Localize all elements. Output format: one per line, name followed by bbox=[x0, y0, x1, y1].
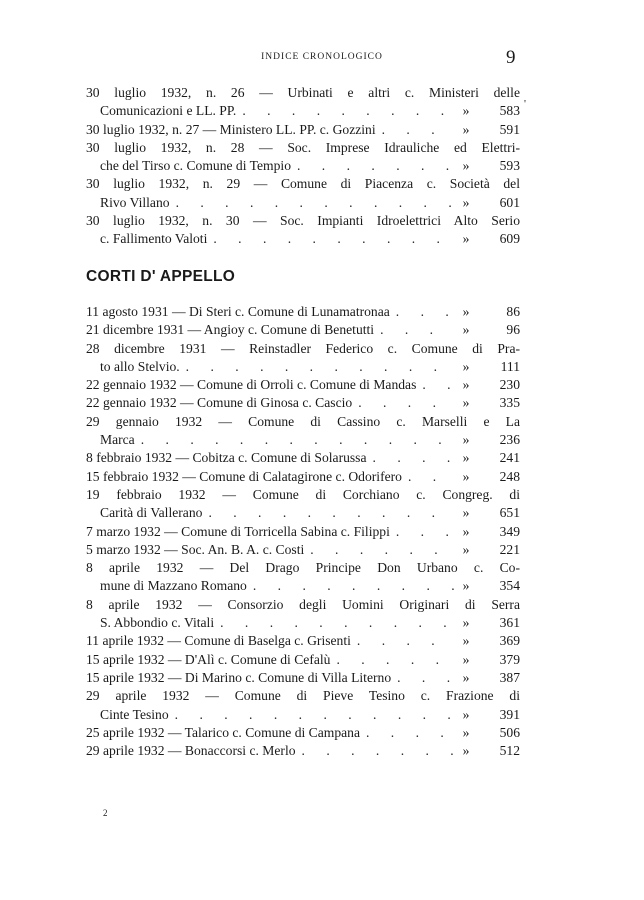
entry-text: 11 aprile 1932 — Comune di Baselga c. Grisenti bbox=[86, 633, 351, 649]
index-entry bbox=[86, 303, 520, 321]
page-reference: 369 bbox=[499, 633, 520, 649]
entry-text: Cinte Tesino bbox=[100, 706, 169, 722]
dot-leader bbox=[351, 632, 454, 650]
entry-leader-row bbox=[86, 742, 520, 760]
entry-text: S. Abbondio c. Vitali bbox=[100, 615, 215, 631]
dot-leader bbox=[169, 706, 454, 724]
guillemet-mark: » bbox=[462, 724, 470, 740]
entry-line bbox=[86, 523, 520, 541]
index-entry bbox=[86, 84, 520, 121]
index-entry bbox=[86, 651, 520, 669]
entry-line bbox=[86, 577, 520, 595]
entry-leader-row bbox=[100, 102, 520, 120]
entry-line bbox=[86, 175, 520, 193]
entry-text: Comunicazioni e LL. PP. bbox=[100, 103, 237, 119]
index-section-luglio bbox=[86, 84, 520, 249]
dot-leader bbox=[291, 157, 454, 175]
entry-leader-row bbox=[86, 321, 520, 339]
dot-leader bbox=[391, 669, 454, 687]
entry-line bbox=[86, 340, 520, 358]
entry-text: 30 luglio 1932, n. 30 — Soc. Impianti Idroelettrici Alto Serio bbox=[86, 213, 520, 229]
entry-text: 30 luglio 1932, n. 26 — Urbinati e altri c. Ministeri delle bbox=[86, 85, 520, 100]
dot-leader bbox=[207, 230, 454, 248]
dot-leader bbox=[202, 504, 454, 522]
entry-text: 11 agosto 1931 — Di Steri c. Comune di Lunamatronaa bbox=[86, 304, 390, 319]
entry-leader-row bbox=[100, 157, 520, 175]
entry-line bbox=[86, 376, 520, 394]
page-reference: 601 bbox=[499, 194, 520, 210]
entry-leader-row bbox=[86, 376, 520, 394]
entry-line bbox=[86, 157, 520, 175]
entry-leader-row bbox=[100, 706, 520, 724]
entry-text: 15 aprile 1932 — D'Alì c. Comune di Cefalù bbox=[86, 651, 331, 667]
entry-leader-row bbox=[100, 614, 520, 632]
dot-leader bbox=[180, 358, 454, 376]
entry-line bbox=[86, 468, 520, 486]
dot-leader bbox=[376, 121, 454, 139]
entry-text: 15 aprile 1932 — Di Marino c. Comune di Villa Literno bbox=[86, 669, 392, 685]
index-entry bbox=[86, 340, 520, 377]
entry-leader-row bbox=[100, 230, 520, 248]
guillemet-mark: » bbox=[462, 651, 470, 667]
entry-leader-row bbox=[86, 449, 520, 467]
page-reference: 379 bbox=[499, 651, 520, 667]
page-reference: 349 bbox=[499, 523, 520, 539]
entry-text: 25 aprile 1932 — Talarico c. Comune di Campana bbox=[86, 724, 360, 740]
guillemet-mark: » bbox=[462, 505, 470, 521]
index-entry bbox=[86, 468, 520, 486]
guillemet-mark: » bbox=[462, 432, 470, 448]
entry-leader-row bbox=[100, 577, 520, 595]
index-entry bbox=[86, 376, 520, 394]
index-entry bbox=[86, 523, 520, 541]
entry-text: 29 aprile 1932 — Comune di Pieve Tesino c. Frazione di bbox=[86, 688, 520, 704]
entry-text: 28 dicembre 1931 — Reinstadler Federico c. Comune di Pra- bbox=[86, 340, 520, 356]
page-reference: 354 bbox=[499, 578, 520, 594]
index-entry bbox=[86, 632, 520, 650]
page-number: 9 bbox=[506, 47, 516, 68]
entry-line bbox=[86, 669, 520, 687]
entry-text: 7 marzo 1932 — Comune di Torricella Sabina c. Filippi bbox=[86, 523, 390, 539]
entry-text: 30 luglio 1932, n. 27 — Ministero LL. PP. c. Gozzini bbox=[86, 121, 376, 137]
index-entry bbox=[86, 121, 520, 139]
guillemet-mark: » bbox=[462, 304, 470, 319]
page-reference: 111 bbox=[500, 358, 520, 374]
entry-leader-row bbox=[86, 541, 520, 559]
dot-leader bbox=[170, 194, 454, 212]
dot-leader bbox=[135, 431, 454, 449]
dot-leader bbox=[402, 468, 454, 486]
index-entry bbox=[86, 394, 520, 412]
entry-line bbox=[86, 230, 520, 248]
entry-line bbox=[86, 394, 520, 412]
running-header: INDICE CRONOLOGICO bbox=[261, 52, 383, 62]
guillemet-mark: » bbox=[462, 743, 470, 759]
page-reference: 609 bbox=[499, 231, 520, 247]
section-heading: CORTI D' APPELLO bbox=[86, 268, 236, 285]
entry-line bbox=[86, 212, 520, 230]
entry-text: Marca bbox=[100, 432, 135, 448]
entry-text: 15 febbraio 1932 — Comune di Calatagirone c. Odorifero bbox=[86, 468, 402, 484]
guillemet-mark: » bbox=[462, 669, 470, 685]
index-entry bbox=[86, 413, 520, 450]
entry-text: 5 marzo 1932 — Soc. An. B. A. c. Costi bbox=[86, 541, 305, 557]
page-reference: 651 bbox=[499, 505, 520, 521]
entry-text: 30 luglio 1932, n. 28 — Soc. Imprese Idrauliche ed Elettri- bbox=[86, 139, 520, 155]
entry-line bbox=[86, 321, 520, 339]
entry-leader-row bbox=[100, 431, 520, 449]
dot-leader bbox=[236, 102, 454, 120]
entry-text: Carità di Vallerano bbox=[100, 505, 203, 521]
guillemet-mark: » bbox=[462, 395, 470, 411]
entry-text: 8 febbraio 1932 — Cobitza c. Comune di Solarussa bbox=[86, 450, 367, 466]
entry-line bbox=[86, 742, 520, 760]
index-entry bbox=[86, 541, 520, 559]
page-reference: 591 bbox=[499, 121, 520, 137]
entry-leader-row bbox=[86, 303, 520, 321]
index-entry bbox=[86, 724, 520, 742]
entry-leader-row bbox=[86, 121, 520, 139]
entry-line bbox=[86, 84, 520, 102]
guillemet-mark: » bbox=[462, 578, 470, 594]
page-reference: 583 bbox=[499, 103, 520, 119]
page-reference: 241 bbox=[499, 450, 520, 466]
entry-line bbox=[86, 559, 520, 577]
entry-line bbox=[86, 102, 520, 120]
entry-text: 22 gennaio 1932 — Comune di Ginosa c. Cascio bbox=[86, 395, 353, 411]
entry-line bbox=[86, 449, 520, 467]
page-reference: 391 bbox=[499, 706, 520, 722]
entry-leader-row bbox=[86, 669, 520, 687]
dot-leader bbox=[390, 303, 454, 321]
guillemet-mark: » bbox=[462, 377, 470, 393]
entry-leader-row bbox=[86, 724, 520, 742]
dot-leader bbox=[352, 394, 454, 412]
entry-text: c. Fallimento Valoti bbox=[100, 231, 208, 247]
entry-line bbox=[86, 194, 520, 212]
entry-line bbox=[86, 687, 520, 705]
entry-line bbox=[86, 632, 520, 650]
index-entry bbox=[86, 449, 520, 467]
entry-line bbox=[86, 358, 520, 376]
index-entry bbox=[86, 669, 520, 687]
page-reference: 361 bbox=[499, 615, 520, 631]
entry-line bbox=[86, 596, 520, 614]
guillemet-mark: » bbox=[462, 158, 470, 174]
index-entry bbox=[86, 742, 520, 760]
entry-text: mune di Mazzano Romano bbox=[100, 578, 247, 594]
guillemet-mark: » bbox=[462, 358, 470, 374]
entry-leader-row bbox=[86, 651, 520, 669]
entry-text: 29 aprile 1932 — Bonaccorsi c. Merlo bbox=[86, 743, 296, 759]
guillemet-mark: » bbox=[462, 523, 470, 539]
index-entry bbox=[86, 486, 520, 523]
dot-leader bbox=[330, 651, 454, 669]
guillemet-mark: » bbox=[462, 541, 470, 557]
entry-text: 8 aprile 1932 — Consorzio degli Uomini Originari di Serra bbox=[86, 596, 520, 612]
entry-line bbox=[86, 541, 520, 559]
page-reference: 335 bbox=[499, 395, 520, 411]
page-reference: 387 bbox=[499, 669, 520, 685]
entry-line bbox=[86, 504, 520, 522]
page-reference: 512 bbox=[499, 743, 520, 759]
dot-leader bbox=[416, 376, 454, 394]
entry-leader-row bbox=[100, 358, 520, 376]
page-reference: 593 bbox=[499, 158, 520, 174]
dot-leader bbox=[304, 541, 454, 559]
page-reference: 248 bbox=[499, 468, 520, 484]
dot-leader bbox=[390, 523, 454, 541]
entry-text: Rivo Villano bbox=[100, 194, 170, 210]
guillemet-mark: » bbox=[462, 194, 470, 210]
entry-line bbox=[86, 431, 520, 449]
index-entry bbox=[86, 321, 520, 339]
guillemet-mark: » bbox=[462, 450, 470, 466]
dot-leader bbox=[360, 724, 454, 742]
guillemet-mark: » bbox=[462, 231, 470, 247]
page-reference: 506 bbox=[499, 724, 520, 740]
entry-leader-row bbox=[86, 523, 520, 541]
page-reference: 236 bbox=[499, 432, 520, 448]
entry-line bbox=[86, 651, 520, 669]
page-reference: 86 bbox=[506, 304, 520, 319]
entry-line bbox=[86, 413, 520, 431]
guillemet-mark: » bbox=[462, 468, 470, 484]
entry-line bbox=[86, 139, 520, 157]
index-entry bbox=[86, 687, 520, 724]
guillemet-mark: » bbox=[462, 103, 470, 119]
dot-leader bbox=[296, 742, 454, 760]
entry-line bbox=[86, 121, 520, 139]
entry-text: 22 gennaio 1932 — Comune di Orroli c. Comune di Mandas bbox=[86, 377, 417, 393]
index-entry bbox=[86, 559, 520, 596]
guillemet-mark: » bbox=[462, 121, 470, 137]
dot-leader bbox=[214, 614, 454, 632]
entry-leader-row bbox=[86, 632, 520, 650]
entry-leader-row bbox=[100, 504, 520, 522]
signature-mark: 2 bbox=[103, 808, 108, 818]
entry-leader-row bbox=[86, 468, 520, 486]
guillemet-mark: » bbox=[462, 633, 470, 649]
entry-line bbox=[86, 706, 520, 724]
index-entry bbox=[86, 175, 520, 212]
entry-leader-row bbox=[86, 394, 520, 412]
entry-line bbox=[86, 486, 520, 504]
entry-line bbox=[86, 724, 520, 742]
margin-mark: ' bbox=[524, 98, 526, 110]
dot-leader bbox=[374, 321, 454, 339]
entry-text: to allo Stelvio. bbox=[100, 358, 180, 374]
entry-text: 19 febbraio 1932 — Comune di Corchiano c. Congreg. di bbox=[86, 486, 520, 502]
index-section-corti-appello bbox=[86, 303, 520, 760]
index-entry bbox=[86, 212, 520, 249]
page-reference: 230 bbox=[499, 377, 520, 393]
page-reference: 96 bbox=[506, 322, 520, 338]
entry-line bbox=[86, 303, 520, 321]
entry-text: 21 dicembre 1931 — Angioy c. Comune di Benetutti bbox=[86, 322, 375, 338]
guillemet-mark: » bbox=[462, 706, 470, 722]
entry-leader-row bbox=[100, 194, 520, 212]
page-reference: 221 bbox=[499, 541, 520, 557]
index-entry bbox=[86, 596, 520, 633]
entry-text: 30 luglio 1932, n. 29 — Comune di Piacenza c. Società del bbox=[86, 176, 520, 192]
guillemet-mark: » bbox=[462, 615, 470, 631]
entry-line bbox=[86, 614, 520, 632]
dot-leader bbox=[247, 577, 454, 595]
entry-text: 8 aprile 1932 — Del Drago Principe Don Urbano c. Co- bbox=[86, 560, 520, 576]
dot-leader bbox=[367, 449, 454, 467]
index-entry bbox=[86, 139, 520, 176]
entry-text: 29 gennaio 1932 — Comune di Cassino c. Marselli e La bbox=[86, 413, 520, 429]
guillemet-mark: » bbox=[462, 322, 470, 338]
entry-text: che del Tirso c. Comune di Tempio bbox=[100, 158, 291, 174]
